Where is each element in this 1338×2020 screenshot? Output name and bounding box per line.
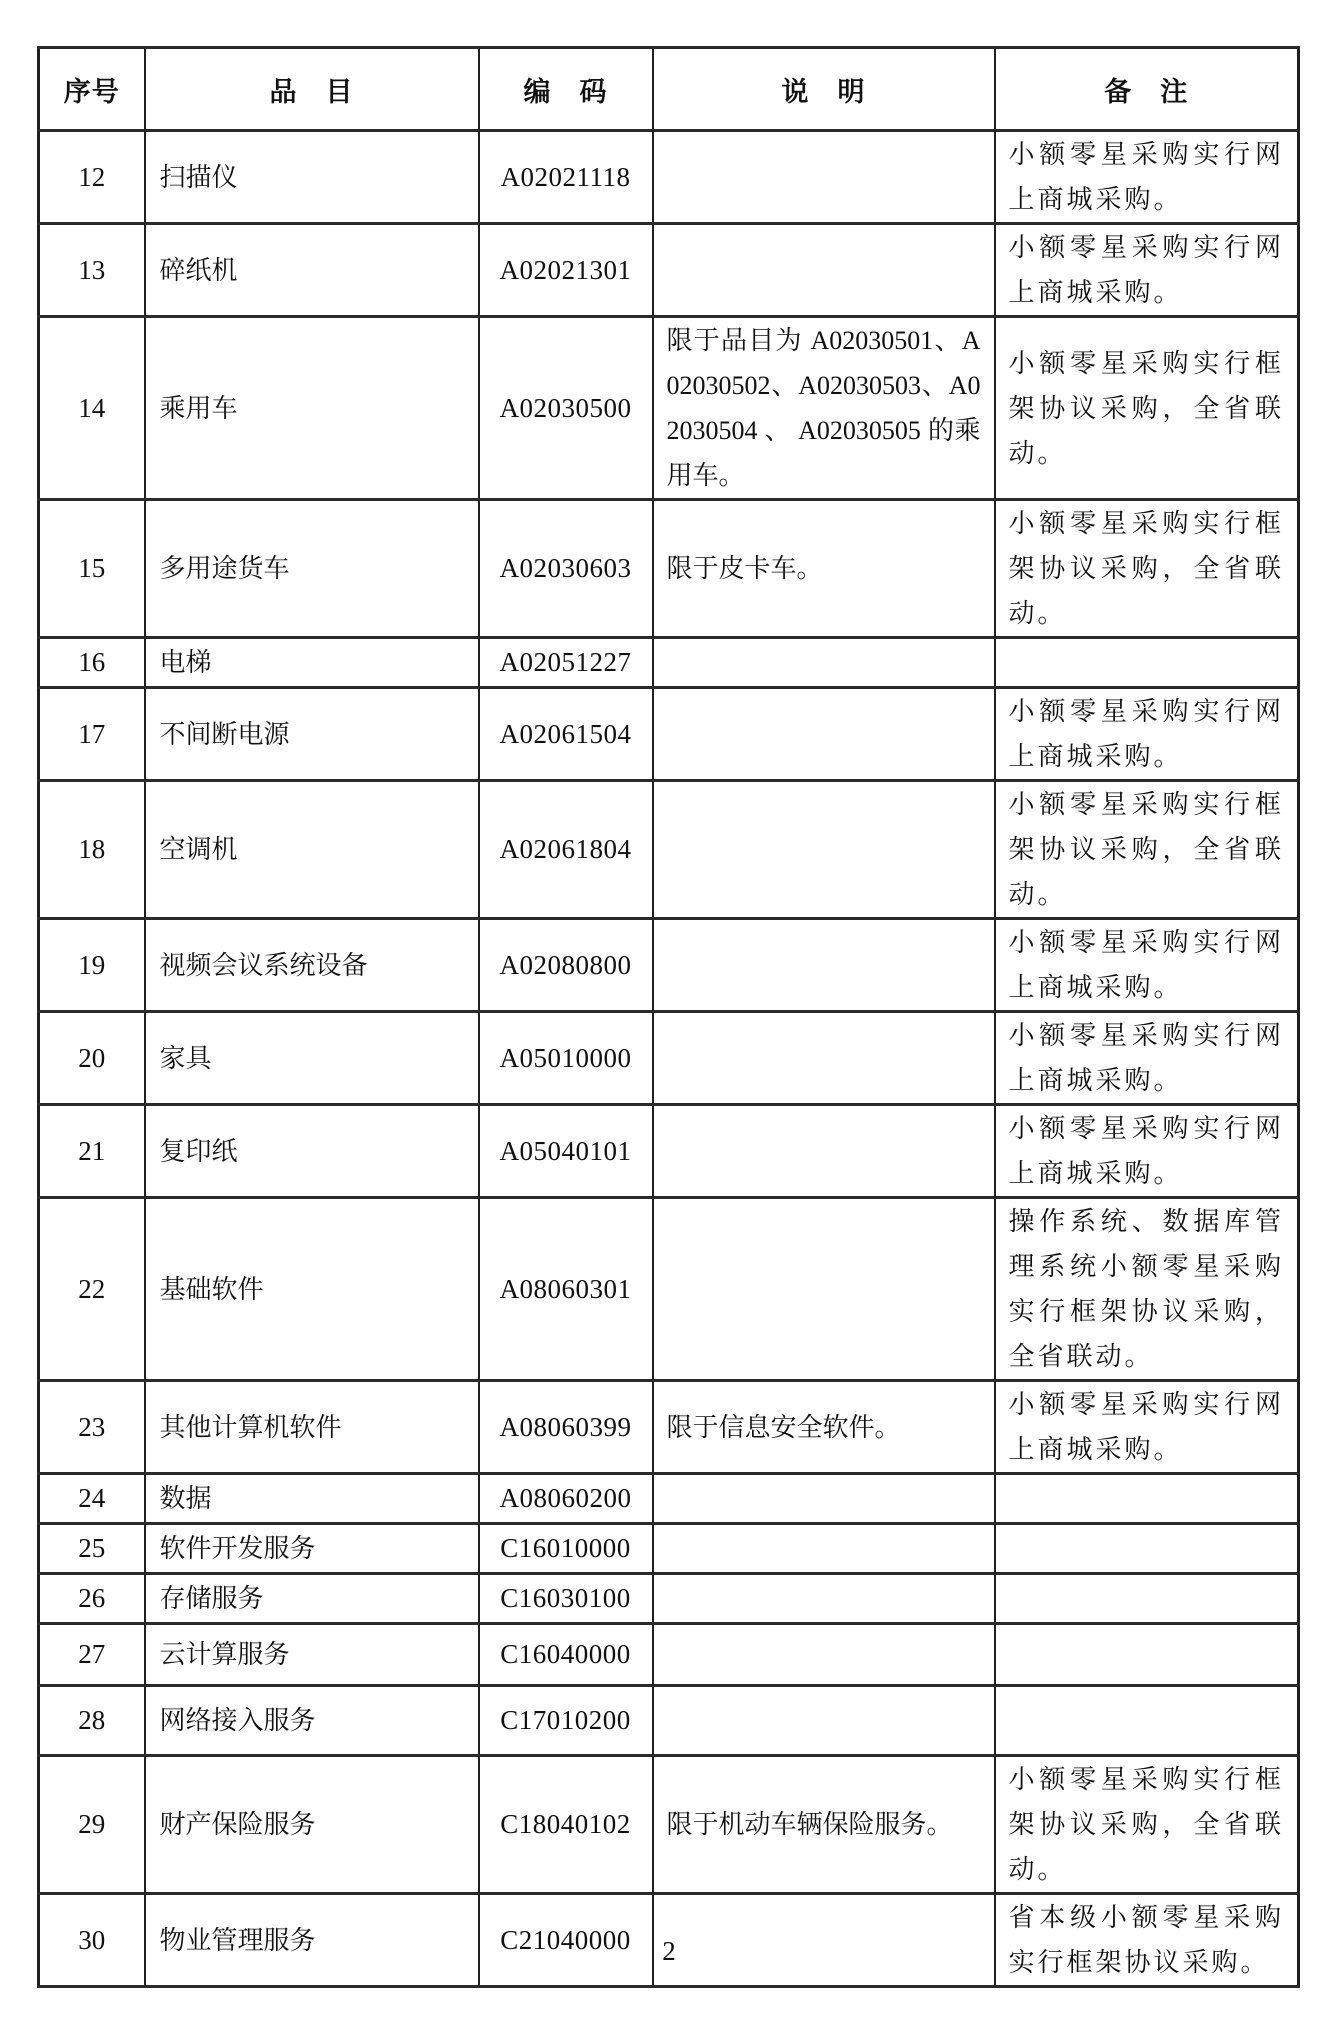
cell-remark: 小额零星采购实行网上商城采购。 — [995, 131, 1299, 224]
cell-code: C17010200 — [479, 1686, 653, 1756]
cell-index: 26 — [39, 1574, 145, 1624]
cell-item: 基础软件 — [145, 1198, 479, 1381]
table-row — [39, 500, 1299, 638]
cell-code: C18040102 — [479, 1756, 653, 1894]
cell-code: A02080800 — [479, 919, 653, 1012]
cell-code: C16040000 — [479, 1624, 653, 1686]
table-row — [39, 638, 1299, 688]
cell-desc — [653, 131, 995, 224]
column-header-code: 编 码 — [479, 48, 653, 131]
cell-remark — [995, 638, 1299, 688]
cell-code: A05010000 — [479, 1012, 653, 1105]
cell-desc — [653, 224, 995, 317]
cell-remark: 小额零星采购实行框架协议采购，全省联动。 — [995, 781, 1299, 919]
cell-item: 网络接入服务 — [145, 1686, 479, 1756]
cell-code: C21040000 — [479, 1894, 653, 1987]
cell-code: C16030100 — [479, 1574, 653, 1624]
cell-index: 21 — [39, 1105, 145, 1198]
cell-desc — [653, 1474, 995, 1524]
cell-desc — [653, 1012, 995, 1105]
table-row — [39, 224, 1299, 317]
cell-index: 30 — [39, 1894, 145, 1987]
procurement-catalog-table — [37, 46, 1300, 1988]
column-header-desc: 说 明 — [653, 48, 995, 131]
cell-remark — [995, 1474, 1299, 1524]
cell-item: 数据 — [145, 1474, 479, 1524]
cell-index: 23 — [39, 1381, 145, 1474]
cell-desc — [653, 688, 995, 781]
page-number: 2 — [662, 1936, 676, 1966]
cell-code: A02061504 — [479, 688, 653, 781]
column-header-remark: 备 注 — [995, 48, 1299, 131]
cell-item: 存储服务 — [145, 1574, 479, 1624]
cell-code: A05040101 — [479, 1105, 653, 1198]
cell-desc — [653, 919, 995, 1012]
cell-remark — [995, 1686, 1299, 1756]
cell-remark: 小额零星采购实行网上商城采购。 — [995, 224, 1299, 317]
table-row — [39, 1381, 1299, 1474]
cell-index: 16 — [39, 638, 145, 688]
cell-code: A02021118 — [479, 131, 653, 224]
cell-item: 财产保险服务 — [145, 1756, 479, 1894]
cell-remark: 小额零星采购实行框架协议采购，全省联动。 — [995, 317, 1299, 500]
cell-index: 27 — [39, 1624, 145, 1686]
cell-desc: 限于信息安全软件。 — [653, 1381, 995, 1474]
cell-desc — [653, 1686, 995, 1756]
table-row — [39, 1756, 1299, 1894]
cell-index: 24 — [39, 1474, 145, 1524]
cell-item: 软件开发服务 — [145, 1524, 479, 1574]
cell-item: 家具 — [145, 1012, 479, 1105]
cell-remark — [995, 1574, 1299, 1624]
cell-remark: 小额零星采购实行框架协议采购，全省联动。 — [995, 1756, 1299, 1894]
cell-remark: 小额零星采购实行网上商城采购。 — [995, 919, 1299, 1012]
cell-index: 20 — [39, 1012, 145, 1105]
cell-desc — [653, 1198, 995, 1381]
cell-item: 不间断电源 — [145, 688, 479, 781]
cell-desc: 限于机动车辆保险服务。 — [653, 1756, 995, 1894]
table-row — [39, 1624, 1299, 1686]
cell-index: 15 — [39, 500, 145, 638]
cell-remark: 省本级小额零星采购实行框架协议采购。 — [995, 1894, 1299, 1987]
column-header-item: 品 目 — [145, 48, 479, 131]
cell-item: 乘用车 — [145, 317, 479, 500]
cell-desc — [653, 638, 995, 688]
table-row — [39, 131, 1299, 224]
cell-index: 13 — [39, 224, 145, 317]
table-row — [39, 688, 1299, 781]
cell-index: 17 — [39, 688, 145, 781]
cell-index: 28 — [39, 1686, 145, 1756]
table-row — [39, 317, 1299, 500]
cell-remark: 小额零星采购实行网上商城采购。 — [995, 1381, 1299, 1474]
cell-item: 视频会议系统设备 — [145, 919, 479, 1012]
cell-desc — [653, 1524, 995, 1574]
table-body — [39, 131, 1299, 1987]
table-row — [39, 1524, 1299, 1574]
cell-remark: 小额零星采购实行网上商城采购。 — [995, 688, 1299, 781]
cell-remark: 操作系统、数据库管理系统小额零星采购实行框架协议采购，全省联动。 — [995, 1198, 1299, 1381]
table-row — [39, 1686, 1299, 1756]
table-row — [39, 919, 1299, 1012]
cell-desc — [653, 781, 995, 919]
cell-code: A08060200 — [479, 1474, 653, 1524]
cell-desc: 限于品目为 A02030501、A02030502、A02030503、A02030504 、 A02030505 的乘用车。 — [653, 317, 995, 500]
cell-code: A08060301 — [479, 1198, 653, 1381]
cell-item: 其他计算机软件 — [145, 1381, 479, 1474]
cell-index: 18 — [39, 781, 145, 919]
cell-code: A02051227 — [479, 638, 653, 688]
cell-item: 空调机 — [145, 781, 479, 919]
cell-code: C16010000 — [479, 1524, 653, 1574]
cell-desc — [653, 1105, 995, 1198]
cell-index: 22 — [39, 1198, 145, 1381]
cell-remark: 小额零星采购实行框架协议采购，全省联动。 — [995, 500, 1299, 638]
cell-item: 扫描仪 — [145, 131, 479, 224]
cell-code: A08060399 — [479, 1381, 653, 1474]
table-row — [39, 1012, 1299, 1105]
cell-code: A02030603 — [479, 500, 653, 638]
cell-index: 29 — [39, 1756, 145, 1894]
cell-desc: 限于皮卡车。 — [653, 500, 995, 638]
cell-remark: 小额零星采购实行网上商城采购。 — [995, 1105, 1299, 1198]
cell-item: 复印纸 — [145, 1105, 479, 1198]
table-row — [39, 1198, 1299, 1381]
cell-index: 25 — [39, 1524, 145, 1574]
cell-code: A02061804 — [479, 781, 653, 919]
cell-remark — [995, 1624, 1299, 1686]
cell-item: 物业管理服务 — [145, 1894, 479, 1987]
cell-item: 多用途货车 — [145, 500, 479, 638]
cell-desc — [653, 1574, 995, 1624]
table-row — [39, 1105, 1299, 1198]
cell-index: 12 — [39, 131, 145, 224]
cell-desc — [653, 1624, 995, 1686]
cell-code: A02030500 — [479, 317, 653, 500]
cell-item: 电梯 — [145, 638, 479, 688]
cell-item: 云计算服务 — [145, 1624, 479, 1686]
cell-item: 碎纸机 — [145, 224, 479, 317]
table-header-row — [39, 48, 1299, 131]
table-row — [39, 781, 1299, 919]
column-header-index: 序号 — [39, 48, 145, 131]
cell-remark: 小额零星采购实行网上商城采购。 — [995, 1012, 1299, 1105]
cell-index: 14 — [39, 317, 145, 500]
table-row — [39, 1574, 1299, 1624]
cell-index: 19 — [39, 919, 145, 1012]
cell-code: A02021301 — [479, 224, 653, 317]
table-row — [39, 1474, 1299, 1524]
cell-remark — [995, 1524, 1299, 1574]
